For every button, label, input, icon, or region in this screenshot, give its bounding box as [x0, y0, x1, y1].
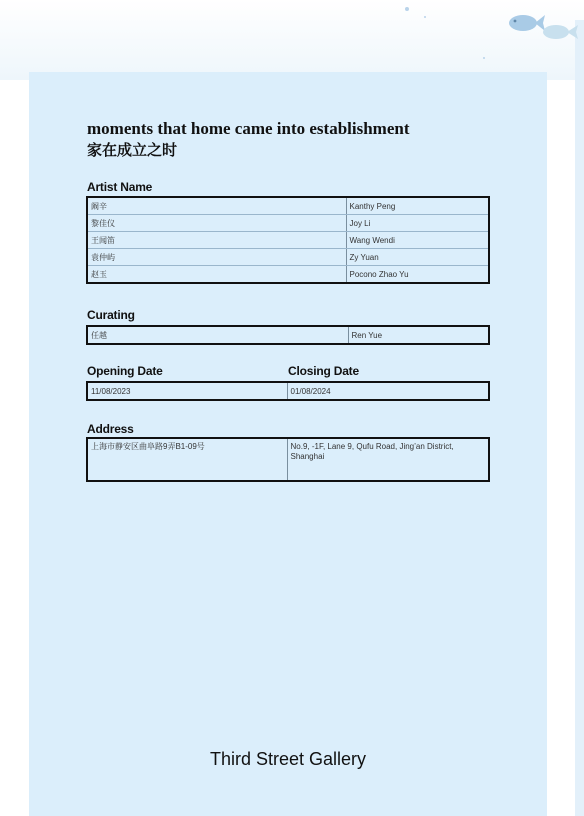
curator-name-zh: 任越	[87, 326, 348, 344]
table-row	[87, 215, 489, 232]
table-row	[87, 197, 489, 215]
artist-name-en: Joy Li	[346, 215, 489, 232]
exhibition-title-zh: 家在成立之时	[87, 141, 178, 159]
closing-date-label: Closing Date	[288, 364, 359, 378]
exhibition-title-en: moments that home came into establishment	[87, 119, 410, 138]
fish-icon	[540, 22, 580, 42]
address-label: Address	[87, 422, 134, 436]
address-table	[86, 437, 490, 482]
artist-name-en: Zy Yuan	[346, 249, 489, 266]
artist-name-label: Artist Name	[87, 180, 153, 194]
bubble-decoration	[405, 7, 409, 11]
artist-table	[86, 196, 490, 284]
opening-date-value: 11/08/2023	[87, 382, 287, 400]
dates-table	[86, 381, 490, 401]
bubble-decoration	[424, 16, 426, 18]
top-background	[0, 0, 584, 80]
artist-name-zh: 袁仲屿	[87, 249, 346, 266]
table-row	[87, 382, 489, 400]
table-row	[87, 249, 489, 266]
page-edge-strip	[575, 20, 584, 816]
artist-name-zh: 王闻笛	[87, 232, 346, 249]
artist-name-zh: 赵玉	[87, 266, 346, 284]
artist-name-en: Wang Wendi	[346, 232, 489, 249]
address-en: No.9, -1F, Lane 9, Qufu Road, Jing’an District, Shanghai	[290, 442, 454, 461]
artist-name-en: Kanthy Peng	[346, 197, 489, 215]
artist-name-zh: 阚辛	[87, 197, 346, 215]
bubble-decoration	[483, 57, 485, 59]
table-row	[87, 438, 489, 481]
gallery-name: Third Street Gallery	[209, 749, 367, 769]
table-row	[87, 326, 489, 344]
table-row	[87, 266, 489, 284]
exhibition-sheet	[29, 72, 547, 816]
opening-date-label: Opening Date	[87, 364, 163, 378]
curator-name-en: Ren Yue	[351, 330, 383, 340]
artist-name-en: Pocono Zhao Yu	[346, 266, 489, 284]
address-zh: 上海市静安区曲阜路9弄B1-09号	[87, 438, 287, 481]
curating-label: Curating	[87, 308, 135, 322]
curating-table	[86, 325, 490, 345]
closing-date-value: 01/08/2024	[290, 386, 331, 396]
table-row	[87, 232, 489, 249]
artist-name-zh: 黎佳仪	[87, 215, 346, 232]
